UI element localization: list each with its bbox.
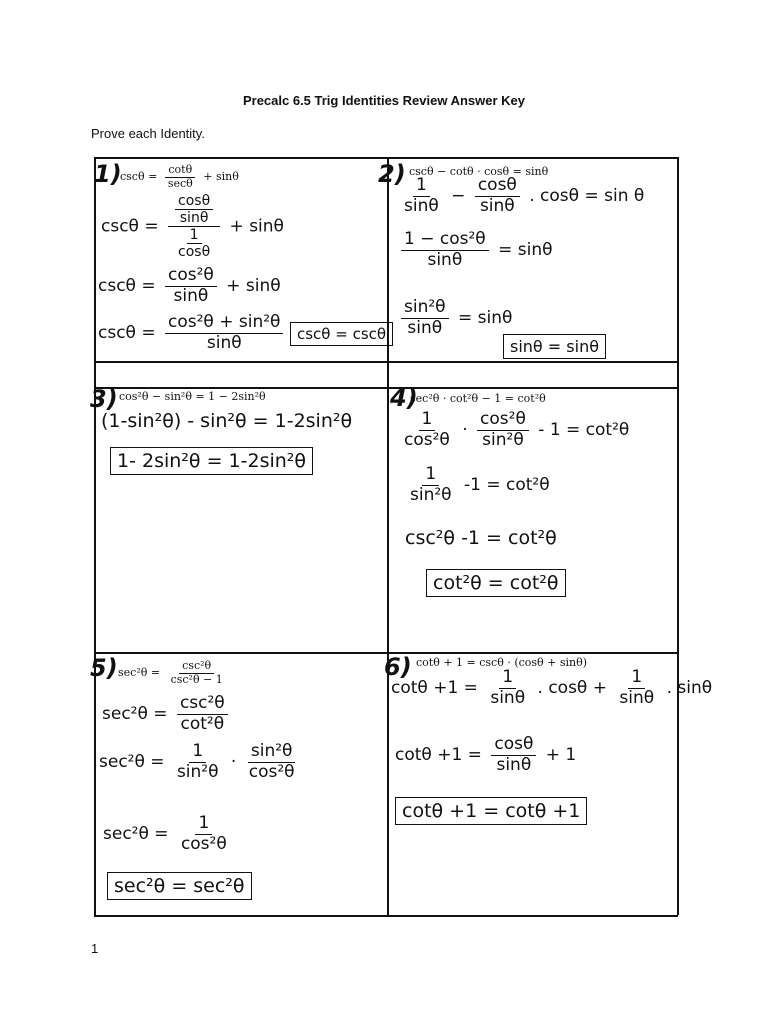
p6s2-lhs: cotθ +1 = <box>395 745 482 766</box>
p4s1-den1: cos²θ <box>404 429 450 450</box>
problem-1-step-1 <box>101 193 284 260</box>
problem-1-step-3 <box>98 313 287 353</box>
p2s1-op: − <box>451 186 466 207</box>
p4s2-rest: -1 = cot²θ <box>463 475 550 496</box>
p6s1-fraction-2 <box>616 668 657 708</box>
p5s2-dot: · <box>230 752 237 773</box>
p1-stmt-num: cotθ <box>165 164 195 178</box>
p4s2-den: sin²θ <box>410 484 452 505</box>
p1s3-fraction <box>165 313 283 353</box>
problem-1-answer-box: cscθ = cscθ <box>290 322 393 346</box>
problem-5-statement <box>118 660 230 686</box>
p1s3-lhs: cscθ = <box>98 323 156 344</box>
p2s2-den: sinθ <box>427 249 463 270</box>
p1s1-top-fraction <box>168 193 220 227</box>
problem-3-step-1: (1-sin²θ) - sin²θ = 1-2sin²θ <box>101 410 353 432</box>
p6s2-rest: + 1 <box>545 745 577 766</box>
p6s1-num2: 1 <box>628 668 645 689</box>
grid-right-line <box>677 157 679 915</box>
problem-5-step-1 <box>102 694 232 734</box>
problem-4-number: 4) <box>390 384 418 412</box>
p1s2-num: cos²θ <box>165 266 217 287</box>
p5s3-num: 1 <box>195 814 212 835</box>
p5s2-lhs: sec²θ = <box>99 752 165 773</box>
problem-6-statement: cotθ + 1 = cscθ · (cosθ + sinθ) <box>416 656 588 669</box>
p1s1-compound-fraction <box>168 193 220 260</box>
p5-stmt-num: csc²θ <box>179 660 214 674</box>
problem-4-step-3: csc²θ -1 = cot²θ <box>405 527 557 549</box>
problem-6-step-1 <box>391 668 712 708</box>
problem-4-answer-box: cot²θ = cot²θ <box>426 569 566 597</box>
problem-6-step-2 <box>395 735 576 775</box>
p6s1-mid: . cosθ + <box>537 678 607 699</box>
instructions: Prove each Identity. <box>91 126 205 141</box>
p4s1-dot: · <box>462 420 468 441</box>
p1s1-sub-num: 1 <box>187 227 202 244</box>
p2s1-den1: sinθ <box>404 195 439 216</box>
p5s3-lhs: sec²θ = <box>103 824 169 845</box>
grid-top-line <box>94 157 678 159</box>
problem-2-step-1 <box>397 176 644 216</box>
p4s2-num: 1 <box>422 465 439 486</box>
p4s1-den2: sin²θ <box>482 429 524 450</box>
problem-1-number: 1) <box>94 160 122 188</box>
problem-4-statement: sec²θ · cot²θ − 1 = cot²θ <box>410 392 546 405</box>
p1s1-num: cosθ <box>175 193 213 210</box>
p5s1-fraction <box>177 694 228 734</box>
p2s2-rest: = sinθ <box>498 240 553 261</box>
grid-row1-bottom <box>94 361 678 363</box>
p6s1-num1: 1 <box>499 668 516 689</box>
p2s3-num: sin²θ <box>401 298 449 319</box>
problem-1-statement <box>120 164 239 190</box>
p6s1-rest: . sinθ <box>666 678 713 699</box>
grid-left-line <box>94 157 96 915</box>
p5s2-den2: cos²θ <box>248 761 295 782</box>
grid-row2-top <box>94 387 678 389</box>
p1-stmt-rest: + sinθ <box>203 170 239 184</box>
p4s1-num2: cos²θ <box>477 410 529 431</box>
p5-stmt-lhs: sec²θ = <box>118 666 161 680</box>
p2s1-den2: sinθ <box>479 195 515 216</box>
p6s1-lhs: cotθ +1 = <box>391 678 478 699</box>
p2s2-num: 1 − cos²θ <box>401 230 489 251</box>
problem-5-number: 5) <box>90 654 118 682</box>
p5s2-den1: sin²θ <box>176 761 219 782</box>
problem-5-step-2 <box>99 742 302 782</box>
problem-6-number: 6) <box>384 653 412 681</box>
page-title: Precalc 6.5 Trig Identities Review Answer Key <box>242 93 526 108</box>
p5s1-lhs: sec²θ = <box>102 704 168 725</box>
p5s2-fraction-1 <box>174 742 222 782</box>
p5s3-den: cos²θ <box>180 833 227 854</box>
p2s1-rest: . cosθ = sin θ <box>529 186 645 207</box>
p5s1-num: csc²θ <box>177 694 228 715</box>
p1s2-fraction <box>165 266 217 306</box>
p1s1-sub-den: cosθ <box>178 244 211 261</box>
p4s2-fraction <box>407 465 455 505</box>
p1-stmt-lhs: cscθ = <box>120 170 158 184</box>
p2s3-den: sinθ <box>407 317 443 338</box>
p1s1-den: sinθ <box>179 210 209 227</box>
p4s1-num1: 1 <box>419 410 436 431</box>
p6s2-fraction <box>491 735 536 775</box>
p1s1-lhs: cscθ = <box>101 216 159 237</box>
problem-2-step-2 <box>397 230 553 270</box>
p5s1-den: cot²θ <box>180 713 225 734</box>
problem-3-number: 3) <box>90 385 118 413</box>
p1-stmt-den: secθ <box>167 176 193 190</box>
p4s1-fraction-1 <box>401 410 453 450</box>
p1s1-inner-fraction <box>175 193 213 226</box>
page-number: 1 <box>91 941 99 956</box>
p1s1-bottom-fraction <box>168 227 220 260</box>
p1s2-rest: + sinθ <box>226 276 281 297</box>
p5s2-num2: sin²θ <box>248 742 296 763</box>
problem-2-answer-box: sinθ = sinθ <box>503 334 606 359</box>
p5-stmt-den: csc²θ − 1 <box>170 672 223 686</box>
p5s2-num1: 1 <box>189 742 206 763</box>
p1s2-den: sinθ <box>173 285 209 306</box>
p2s1-fraction-2 <box>475 176 520 216</box>
problem-5-step-3 <box>103 814 234 854</box>
p5s2-fraction-2 <box>246 742 298 782</box>
problem-2-statement: cscθ − cotθ · cosθ = sinθ <box>409 165 549 178</box>
problem-2-step-3 <box>397 298 512 338</box>
p6s2-num: cosθ <box>491 735 536 756</box>
p6s1-den2: sinθ <box>619 687 655 708</box>
p1s1-sub-fraction <box>175 227 213 260</box>
p1s1-rest: + sinθ <box>229 216 284 237</box>
p1-stmt-fraction <box>165 164 196 190</box>
p1s2-lhs: cscθ = <box>98 276 156 297</box>
p2s1-num1: 1 <box>413 176 430 197</box>
p6s2-den: sinθ <box>496 754 532 775</box>
problem-1-step-2 <box>98 266 281 306</box>
problem-4-step-1 <box>397 410 629 450</box>
p2s1-num2: cosθ <box>475 176 520 197</box>
p1s3-den: sinθ <box>206 332 242 353</box>
problem-2-number: 2) <box>378 160 406 188</box>
problem-3-statement: cos²θ − sin²θ = 1 − 2sin²θ <box>119 390 266 403</box>
p1s3-num: cos²θ + sin²θ <box>165 313 283 334</box>
p6s1-den1: sinθ <box>490 687 526 708</box>
p2s3-rest: = sinθ <box>457 308 513 329</box>
problem-6-answer-box: cotθ +1 = cotθ +1 <box>395 797 587 825</box>
p5s3-fraction <box>178 814 230 854</box>
p4s1-rest: - 1 = cot²θ <box>538 420 630 441</box>
problem-3-answer-box: 1- 2sin²θ = 1-2sin²θ <box>110 447 313 475</box>
p2s2-fraction <box>401 230 489 270</box>
grid-middle-line <box>387 157 389 915</box>
problem-5-answer-box: sec²θ = sec²θ <box>107 872 252 900</box>
p2s1-fraction-1 <box>401 176 442 216</box>
p5-stmt-fraction <box>168 660 226 686</box>
grid-bottom-line <box>94 915 678 917</box>
p4s1-fraction-2 <box>477 410 529 450</box>
problem-4-step-2 <box>403 465 550 505</box>
p6s1-fraction-1 <box>487 668 528 708</box>
p2s3-fraction <box>401 298 449 338</box>
